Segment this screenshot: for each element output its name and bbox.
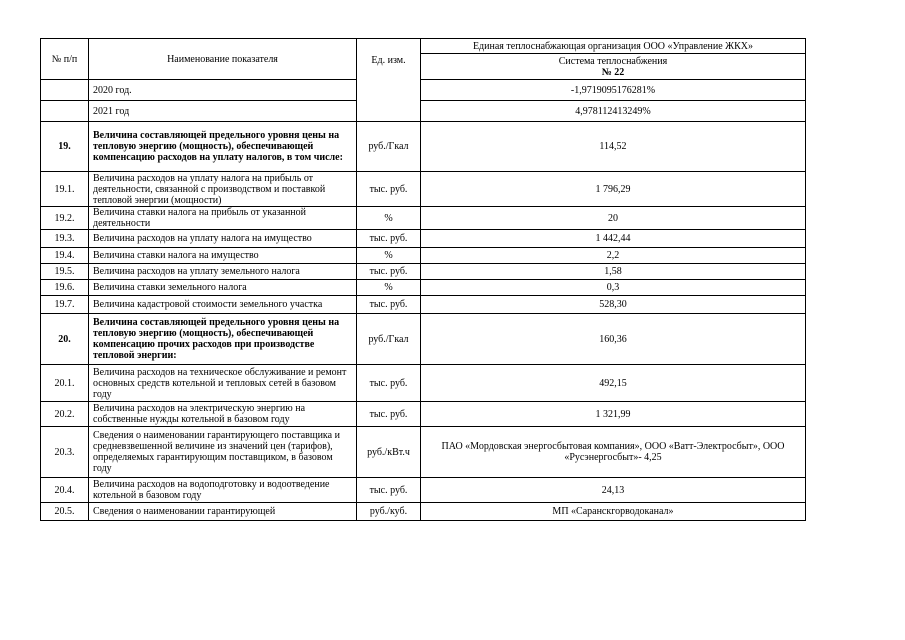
- header-name: Наименование показателя: [89, 39, 357, 80]
- row-value: 24,13: [421, 478, 806, 503]
- row-value: 114,52: [421, 122, 806, 172]
- row-name: Величина расходов на уплату налога на прибыль от деятельности, связанной с производством и поставкой тепловой энергии (мощности): [89, 172, 357, 207]
- table-row: [41, 230, 806, 248]
- row-num: 20.5.: [41, 503, 89, 521]
- year-label: 2021 год: [89, 101, 357, 122]
- year-value: -1,9719095176281%: [421, 80, 806, 101]
- row-unit: тыс. руб.: [357, 365, 421, 402]
- row-unit: руб./Гкал: [357, 314, 421, 365]
- year-row: [41, 101, 806, 122]
- row-name: Величина ставки земельного налога: [89, 280, 357, 296]
- table-row: [41, 264, 806, 280]
- row-name: Сведения о наименовании гарантирующего поставщика и средневзвешенной величине из значений цен (тарифов), определяемых гарантирующим поставщиком, в базовом году: [89, 427, 357, 478]
- row-value: МП «Саранскгорводоканал»: [421, 503, 806, 521]
- row-value: 528,30: [421, 296, 806, 314]
- row-num: 19.1.: [41, 172, 89, 207]
- table-row: [41, 296, 806, 314]
- row-num: 20.: [41, 314, 89, 365]
- table-row: [41, 314, 806, 365]
- row-unit: тыс. руб.: [357, 402, 421, 427]
- row-name: Величина расходов на уплату налога на имущество: [89, 230, 357, 248]
- row-num: 20.2.: [41, 402, 89, 427]
- row-num: 19.: [41, 122, 89, 172]
- row-unit: %: [357, 207, 421, 230]
- table-row: [41, 427, 806, 478]
- year-label: 2020 год.: [89, 80, 357, 101]
- year-value: 4,978112413249%: [421, 101, 806, 122]
- header-system-line1: Система теплоснабжения: [558, 55, 668, 67]
- row-name: Величина расходов на водоподготовку и водоотведение котельной в базовом году: [89, 478, 357, 503]
- row-name: Величина расходов на уплату земельного налога: [89, 264, 357, 280]
- row-name: Величина составляющей предельного уровня цены на тепловую энергию (мощность), обеспечивающей компенсацию прочих расходов при производстве тепловой энергии:: [89, 314, 357, 365]
- row-name: Величина ставки налога на имущество: [89, 248, 357, 264]
- row-num: 19.5.: [41, 264, 89, 280]
- document-page: [40, 38, 805, 521]
- row-value: 160,36: [421, 314, 806, 365]
- row-num: 20.3.: [41, 427, 89, 478]
- row-value: 1 442,44: [421, 230, 806, 248]
- header-num: № п/п: [41, 39, 89, 80]
- row-num: 19.3.: [41, 230, 89, 248]
- row-num: 19.2.: [41, 207, 89, 230]
- table-row: [41, 503, 806, 521]
- table-row: [41, 207, 806, 230]
- row-unit: руб./куб.: [357, 503, 421, 521]
- row-unit: тыс. руб.: [357, 264, 421, 280]
- table-row: [41, 248, 806, 264]
- row-unit: тыс. руб.: [357, 296, 421, 314]
- row-name: Величина ставки налога на прибыль от указанной деятельности: [89, 207, 357, 230]
- row-name: Сведения о наименовании гарантирующей: [89, 503, 357, 521]
- row-name: Величина кадастровой стоимости земельного участка: [89, 296, 357, 314]
- row-value: 1 796,29: [421, 172, 806, 207]
- header-org: Единая теплоснабжающая организация ООО «Управление ЖКХ»: [421, 39, 806, 54]
- row-unit: руб./Гкал: [357, 122, 421, 172]
- header-unit: Ед. изм.: [357, 39, 421, 122]
- year-row: [41, 80, 806, 101]
- row-value: 2,2: [421, 248, 806, 264]
- row-value: 492,15: [421, 365, 806, 402]
- header-system-line2: № 22: [601, 66, 625, 78]
- row-name: Величина составляющей предельного уровня цены на тепловую энергию (мощность), обеспечивающей компенсацию расходов на уплату налогов, в том числе:: [89, 122, 357, 172]
- row-value: 1 321,99: [421, 402, 806, 427]
- row-value: 20: [421, 207, 806, 230]
- header-system: [421, 54, 806, 80]
- row-value: 0,3: [421, 280, 806, 296]
- year-num-empty: [41, 80, 89, 101]
- row-unit: %: [357, 248, 421, 264]
- table-row: [41, 478, 806, 503]
- row-unit: тыс. руб.: [357, 478, 421, 503]
- row-name: Величина расходов на электрическую энергию на собственные нужды котельной в базовом году: [89, 402, 357, 427]
- row-unit: руб./кВт.ч: [357, 427, 421, 478]
- table-row: [41, 365, 806, 402]
- year-num-empty: [41, 101, 89, 122]
- row-num: 20.4.: [41, 478, 89, 503]
- row-unit: тыс. руб.: [357, 172, 421, 207]
- table-row: [41, 402, 806, 427]
- row-value: ПАО «Мордовская энергосбытовая компания», ООО «Ватт-Электросбыт», ООО «Русэнергосбыт»- 4,25: [421, 427, 806, 478]
- row-name: Величина расходов на техническое обслуживание и ремонт основных средств котельной и тепловых сетей в базовом году: [89, 365, 357, 402]
- row-num: 19.6.: [41, 280, 89, 296]
- row-unit: %: [357, 280, 421, 296]
- table-row: [41, 172, 806, 207]
- row-value: 1,58: [421, 264, 806, 280]
- table-row: [41, 280, 806, 296]
- row-num: 19.4.: [41, 248, 89, 264]
- row-num: 20.1.: [41, 365, 89, 402]
- row-unit: тыс. руб.: [357, 230, 421, 248]
- row-num: 19.7.: [41, 296, 89, 314]
- tariff-table: [40, 38, 806, 521]
- header-row-org: [41, 39, 806, 54]
- table-row: [41, 122, 806, 172]
